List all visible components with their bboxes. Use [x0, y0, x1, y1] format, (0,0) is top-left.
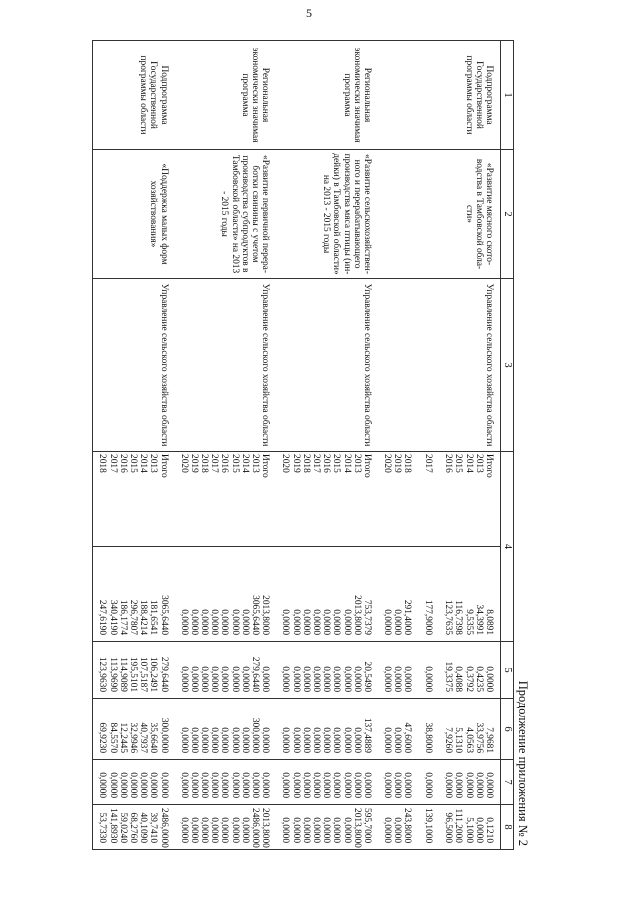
total-value: 0,0000: [209, 609, 220, 635]
value-col8: 0,0000: [280, 817, 291, 843]
value-col8: 68,2760: [128, 812, 138, 843]
value-col7: 0,0000: [148, 772, 159, 798]
column-header-3: 3: [501, 279, 514, 452]
value-col8-cell: [175, 805, 277, 850]
row-spacer: [413, 702, 423, 753]
value-col5-cell: [175, 642, 277, 699]
value-col5: 114,9089: [117, 657, 128, 692]
program-executor: Управление сельского хозяйства области: [378, 279, 501, 452]
year: 2017: [107, 454, 118, 473]
value-col5: 0,4088: [453, 666, 464, 692]
value-col6-cell: [378, 699, 501, 760]
total-value: 177,9000: [422, 599, 433, 635]
value-col5-cell: [93, 642, 175, 699]
value-col5: 0,0000: [178, 666, 189, 692]
value-col8: 39,7410: [148, 812, 159, 843]
total-value: 0,0000: [280, 609, 291, 635]
value-col6: 40,7937: [138, 722, 149, 753]
value-col8: 139,1000: [422, 808, 433, 844]
value-col5: 107,5187: [138, 656, 149, 692]
row-spacer: [433, 645, 443, 692]
year: 2015: [229, 454, 240, 473]
value-col6: 47,6000: [402, 722, 413, 753]
year: 2016: [219, 454, 230, 473]
value-col7: 0,0000: [219, 772, 230, 798]
value-col6: 0,0000: [382, 727, 393, 753]
program-type: Региональная экономически значимая программа: [276, 41, 378, 150]
value-col8: 0,0000: [290, 817, 301, 843]
value-col7: 0,0000: [128, 772, 138, 798]
year: Итого: [361, 454, 372, 478]
value-col8: 2013,8000: [260, 808, 271, 848]
value-col8: 0,0000: [331, 817, 342, 843]
value-col6: 69,9230: [97, 722, 108, 753]
program-row: [93, 41, 175, 850]
value-col8: 243,8000: [402, 808, 413, 844]
value-col8: 0,0000: [219, 817, 230, 843]
program-name: «Развитие мясного ското-водства в Тамбовской обла-сти»: [378, 150, 501, 279]
row-spacer: [433, 808, 443, 843]
value-col6: 300,0000: [250, 717, 261, 753]
value-col6: 84,5570: [107, 722, 118, 753]
value-col8: 0,0000: [209, 817, 220, 843]
value-col7: 0,0000: [107, 772, 118, 798]
total-value: 3065,6440: [250, 595, 261, 635]
rotated-page-content: [97, 40, 530, 850]
value-col5: 0,0000: [290, 666, 301, 692]
value-col7: 0,0000: [178, 772, 189, 798]
value-col7: 0,0000: [453, 772, 464, 798]
program-name: «Развитие первичной перера-ботки свинины с учетом производства субпродуктов в Тамбовской области» на 2013 - 2015 годы: [175, 150, 277, 279]
value-col5: 0,4235: [473, 666, 484, 692]
value-col6: 4,0563: [463, 727, 474, 753]
value-col7: 0,0000: [392, 772, 403, 798]
program-executor: Управление сельского хозяйства области: [276, 279, 378, 452]
value-col6: 0,0000: [219, 727, 230, 753]
year: Итого: [260, 454, 271, 478]
column-header-4: 4: [501, 452, 514, 642]
value-col7: 0,0000: [229, 772, 240, 798]
program-executor: Управление сельского хозяйства области: [175, 279, 277, 452]
value-col6: 137,4889: [361, 717, 372, 753]
total-value: 753,7379: [361, 599, 372, 635]
year: 2015: [128, 454, 138, 473]
value-col6: 0,0000: [311, 727, 321, 753]
value-col6: 0,0000: [331, 727, 342, 753]
total-value: 0,0000: [341, 609, 352, 635]
value-col7: 0,0000: [341, 772, 352, 798]
year: 2013: [351, 454, 362, 473]
value-col7: 0,0000: [97, 772, 108, 798]
total-value: 340,4190: [107, 599, 118, 635]
value-col7-cell: [276, 760, 378, 805]
value-col8: 96,5000: [443, 812, 454, 843]
year: 2014: [138, 454, 149, 473]
value-col6: 0,0000: [321, 727, 332, 753]
budget-table: [92, 40, 514, 850]
value-col5: 0,0000: [219, 666, 230, 692]
value-col6: 0,0000: [199, 727, 210, 753]
year: 2013: [148, 454, 159, 473]
column-header-2: 2: [501, 150, 514, 279]
value-col8: 0,0000: [229, 817, 240, 843]
value-col8: 0,0000: [199, 817, 210, 843]
year: 2016: [321, 454, 332, 473]
program-type: Подпрограмма Государственной программы области: [93, 41, 175, 150]
value-col7: 0,0000: [311, 772, 321, 798]
value-col8-cell: [378, 805, 501, 850]
value-col5-cell: [378, 642, 501, 699]
year: 2017: [209, 454, 220, 473]
value-col5: 0,0000: [209, 666, 220, 692]
year: 2016: [443, 454, 454, 473]
value-col5-cell: [276, 642, 378, 699]
total-value: 0,0000: [199, 609, 210, 635]
value-col8: 0,0000: [473, 817, 484, 843]
total-value: 0,0000: [219, 609, 230, 635]
value-col5: 0,0000: [199, 666, 210, 692]
total-value: 0,0000: [178, 609, 189, 635]
total-value: 0,0000: [290, 609, 301, 635]
total-value: 2013,8000: [351, 595, 362, 635]
value-col5: 0,0000: [402, 666, 413, 692]
total-value: 8,0891: [484, 609, 494, 635]
value-col6: 0,0000: [300, 727, 311, 753]
value-col8: 2486,0000: [250, 808, 261, 848]
value-col7: 0,0000: [199, 772, 210, 798]
value-col5: 19,3375: [443, 661, 454, 692]
row-spacer: [413, 645, 423, 692]
value-col6: 35,6640: [148, 722, 159, 753]
table-body: [93, 41, 501, 850]
value-col6: 0,0000: [341, 727, 352, 753]
value-col7: 0,0000: [422, 772, 433, 798]
value-col7: 0,0000: [473, 772, 484, 798]
value-col6: 0,0000: [280, 727, 291, 753]
value-col5: 0,0000: [392, 666, 403, 692]
total-value-cell: [276, 547, 378, 642]
row-spacer: [433, 702, 443, 753]
value-col8: 0,0000: [392, 817, 403, 843]
value-col6: 0,0000: [351, 727, 362, 753]
year: 2017: [422, 454, 433, 473]
value-col7: 0,0000: [402, 772, 413, 798]
column-header-6: 6: [501, 699, 514, 760]
value-col7: 0,0000: [484, 772, 494, 798]
year: 2017: [311, 454, 321, 473]
value-col5: 0,0000: [382, 666, 393, 692]
total-value: 0,0000: [382, 609, 393, 635]
value-col7: 0,0000: [361, 772, 372, 798]
year-cell: [276, 452, 378, 547]
row-spacer: [433, 550, 443, 635]
value-col6: 7,9260: [443, 727, 454, 753]
program-name: «Развитие сельскохозяйствен-ного и перерабатывающего производства мяса птицы (ин-дейки) в Тамбовской области» на 2013 - 2015 годы: [276, 150, 378, 279]
value-col5: 20,5490: [361, 661, 372, 692]
value-col6: 12,2445: [117, 722, 128, 753]
value-col8: 59,0240: [117, 812, 128, 843]
value-col7: 0,0000: [250, 772, 261, 798]
total-value: 0,0000: [229, 609, 240, 635]
total-value: 0,0000: [311, 609, 321, 635]
value-col5: 279,6440: [250, 656, 261, 692]
value-col8: 40,1090: [138, 812, 149, 843]
value-col5: 0,0000: [260, 666, 271, 692]
year: 2016: [117, 454, 128, 473]
value-col5: 0,3792: [463, 666, 474, 692]
value-col7-cell: [93, 760, 175, 805]
value-col8: 5,1000: [463, 817, 474, 843]
value-col5: 0,0000: [351, 666, 362, 692]
value-col8: 111,2000: [453, 808, 464, 843]
value-col6: 7,9681: [484, 727, 494, 753]
value-col6: 0,0000: [188, 727, 199, 753]
value-col6: 0,0000: [178, 727, 189, 753]
value-col7: 0,0000: [117, 772, 128, 798]
year: 2015: [331, 454, 342, 473]
value-col8: 0,0000: [341, 817, 352, 843]
value-col6: 0,0000: [229, 727, 240, 753]
value-col5: 279,6440: [158, 656, 169, 692]
total-value: 34,3991: [473, 604, 484, 635]
total-value: 9,5355: [463, 609, 474, 635]
year: 2015: [453, 454, 464, 473]
value-col8: 0,0000: [178, 817, 189, 843]
value-col5: 0,0000: [229, 666, 240, 692]
value-col8: 0,0000: [311, 817, 321, 843]
total-value-cell: [175, 547, 277, 642]
total-value: 0,0000: [188, 609, 199, 635]
row-spacer: [433, 454, 443, 543]
value-col5: 0,0000: [300, 666, 311, 692]
value-col5: 0,0000: [188, 666, 199, 692]
value-col5: 0,0000: [484, 666, 494, 692]
year: 2013: [473, 454, 484, 473]
program-executor: Управление сельского хозяйства области: [93, 279, 175, 452]
value-col8: 0,0000: [188, 817, 199, 843]
year: 2020: [178, 454, 189, 473]
year: 2014: [239, 454, 250, 473]
value-col8: 595,7000: [361, 808, 372, 844]
value-col5: 0,0000: [422, 666, 433, 692]
value-col7: 0,0000: [280, 772, 291, 798]
year: 2018: [402, 454, 413, 473]
column-header-5: 5: [501, 642, 514, 699]
year-cell: [93, 452, 175, 547]
row-spacer: [413, 808, 423, 843]
total-value: 0,0000: [239, 609, 250, 635]
total-value: 116,7398: [453, 600, 464, 635]
value-col7: 0,0000: [443, 772, 454, 798]
program-row: [378, 41, 501, 850]
value-col7: 0,0000: [331, 772, 342, 798]
row-spacer: [413, 763, 423, 798]
value-col5: 0,0000: [321, 666, 332, 692]
year: Итого: [484, 454, 494, 478]
value-col5: 106,2491: [148, 656, 159, 692]
value-col7: 0,0000: [321, 772, 332, 798]
year: 2019: [290, 454, 301, 473]
year: 2019: [392, 454, 403, 473]
value-col7-cell: [378, 760, 501, 805]
value-col7: 0,0000: [351, 772, 362, 798]
value-col7: 0,0000: [260, 772, 271, 798]
value-col8-cell: [93, 805, 175, 850]
column-header-8: 8: [501, 805, 514, 850]
value-col6: 32,9946: [128, 722, 138, 753]
value-col8: 0,1210: [484, 817, 494, 843]
value-col7-cell: [175, 760, 277, 805]
value-col6: 0,0000: [290, 727, 301, 753]
program-type: Подпрограмма Государственной программы области: [378, 41, 501, 150]
value-col6: 0,0000: [392, 727, 403, 753]
value-col6: 300,0000: [158, 717, 169, 753]
value-col5: 113,9690: [107, 657, 118, 692]
value-col8: 2486,0000: [158, 808, 169, 848]
total-value: 0,0000: [392, 609, 403, 635]
value-col7: 0,0000: [463, 772, 474, 798]
value-col8: 0,0000: [321, 817, 332, 843]
value-col7: 0,0000: [300, 772, 311, 798]
total-value: 3065,6440: [158, 595, 169, 635]
program-row: [276, 41, 378, 850]
year: 2020: [280, 454, 291, 473]
value-col7: 0,0000: [188, 772, 199, 798]
year: 2013: [250, 454, 261, 473]
year: 2018: [199, 454, 210, 473]
program-type: Региональная экономически значимая программа: [175, 41, 277, 150]
value-col6-cell: [93, 699, 175, 760]
year: 2018: [97, 454, 108, 473]
total-value-cell: [378, 547, 501, 642]
value-col8: 0,0000: [300, 817, 311, 843]
total-value-cell: [93, 547, 175, 642]
column-number-row: [501, 41, 514, 850]
value-col7: 0,0000: [138, 772, 149, 798]
value-col6: 0,0000: [260, 727, 271, 753]
value-col7: 0,0000: [290, 772, 301, 798]
value-col8: 141,8930: [107, 808, 118, 844]
year-cell: [175, 452, 277, 547]
value-col8: 2013,8000: [351, 808, 362, 848]
value-col6-cell: [175, 699, 277, 760]
program-name: «Поддержка малых форм хозяйствования»: [93, 150, 175, 279]
value-col7: 0,0000: [239, 772, 250, 798]
year: 2020: [382, 454, 393, 473]
value-col6: 5,1310: [453, 727, 464, 753]
total-value: 123,7635: [443, 599, 454, 635]
page-number: 5: [306, 6, 312, 20]
year: 2014: [463, 454, 474, 473]
value-col6-cell: [276, 699, 378, 760]
column-header-1: 1: [501, 41, 514, 150]
value-col5: 123,9630: [97, 656, 108, 692]
total-value: 0,0000: [321, 609, 332, 635]
total-value: 247,6190: [97, 599, 108, 635]
value-col6: 33,9756: [473, 722, 484, 753]
year: 2014: [341, 454, 352, 473]
row-spacer: [433, 763, 443, 798]
program-row: [175, 41, 277, 850]
value-col6: 0,0000: [209, 727, 220, 753]
value-col7: 0,0000: [209, 772, 220, 798]
value-col8-cell: [276, 805, 378, 850]
total-value: 296,7807: [128, 599, 138, 635]
value-col5: 0,0000: [280, 666, 291, 692]
value-col7: 0,0000: [382, 772, 393, 798]
total-value: 291,4000: [402, 599, 413, 635]
total-value: 2013,8000: [260, 595, 271, 635]
row-spacer: [413, 550, 423, 635]
total-value: 0,0000: [300, 609, 311, 635]
year: 2018: [300, 454, 311, 473]
row-spacer: [413, 454, 423, 543]
total-value: 181,6541: [148, 599, 159, 635]
column-header-7: 7: [501, 760, 514, 805]
value-col8: 0,0000: [239, 817, 250, 843]
value-col5: 0,0000: [311, 666, 321, 692]
value-col5: 0,0000: [331, 666, 342, 692]
total-value: 0,0000: [331, 609, 342, 635]
value-col6: 0,0000: [239, 727, 250, 753]
total-value: 188,4214: [138, 599, 149, 635]
year-cell: [378, 452, 501, 547]
value-col5: 195,5101: [128, 656, 138, 692]
year: 2019: [188, 454, 199, 473]
total-value: 186,1774: [117, 599, 128, 635]
value-col5: 0,0000: [341, 666, 352, 692]
value-col6: 38,8000: [422, 722, 433, 753]
value-col7: 0,0000: [158, 772, 169, 798]
appendix-title: Продолжение приложения № 2: [516, 680, 530, 846]
value-col8: 0,0000: [382, 817, 393, 843]
year: Итого: [158, 454, 169, 478]
value-col5: 0,0000: [239, 666, 250, 692]
value-col8: 53,7330: [97, 812, 108, 843]
